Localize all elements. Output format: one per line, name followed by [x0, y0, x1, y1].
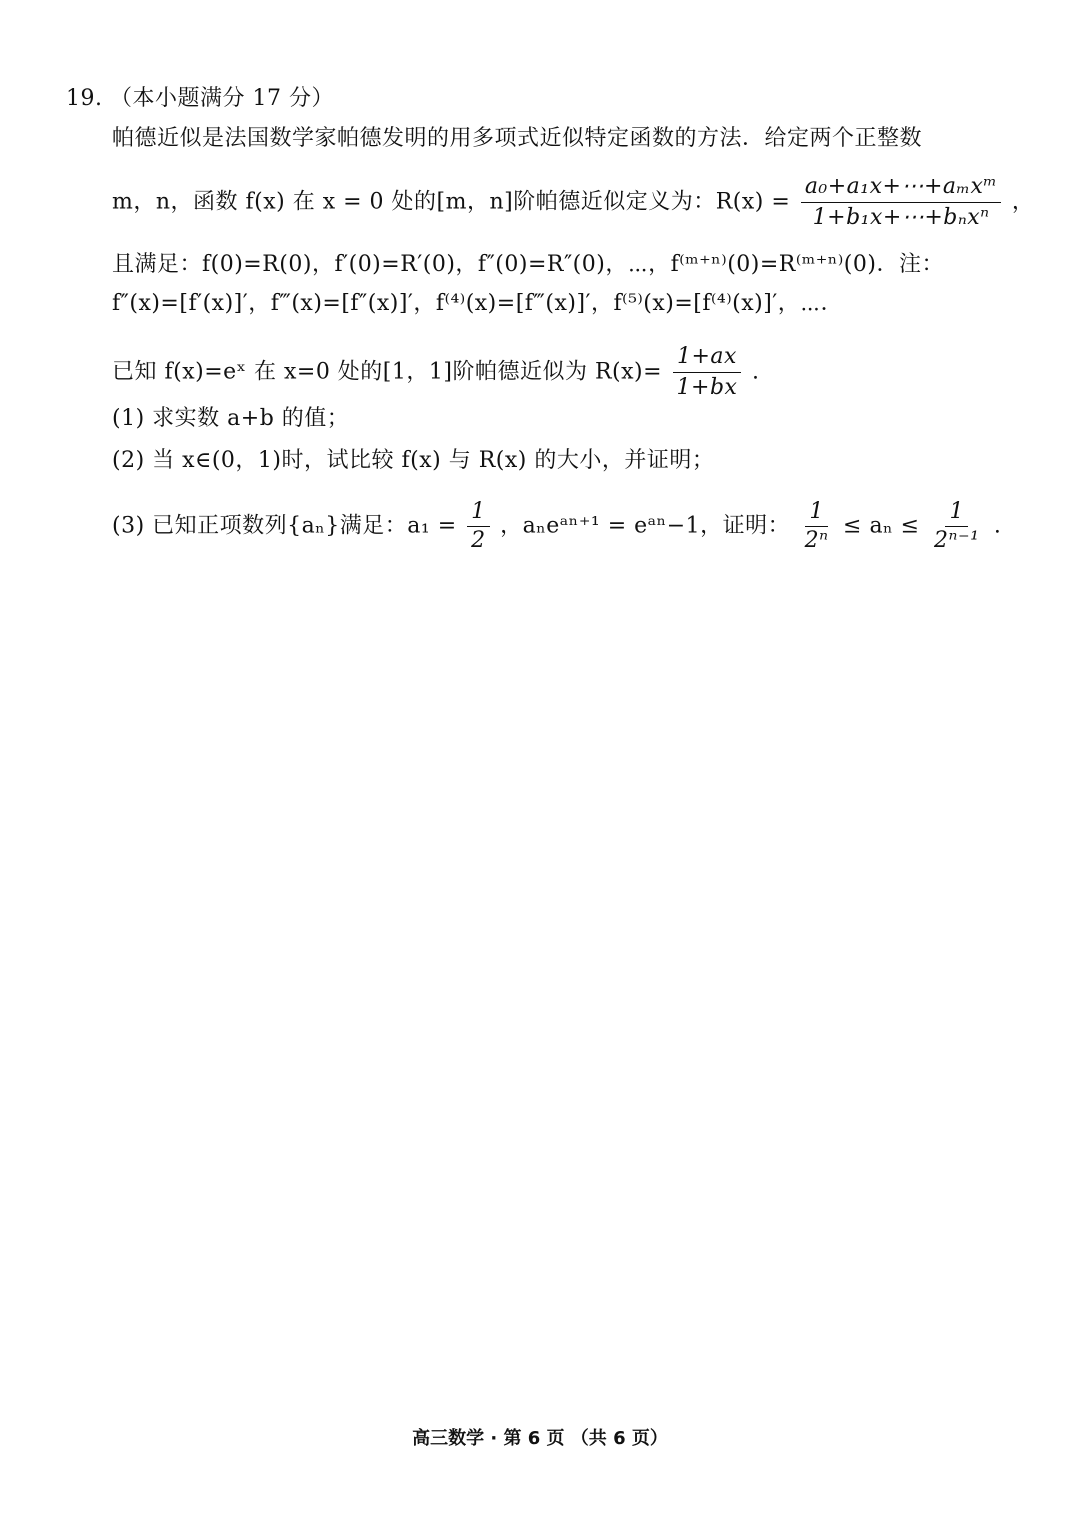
- upper-bound-fraction: [930, 500, 983, 553]
- question-header: 19. （本小题满分 17 分）: [66, 86, 334, 111]
- page-footer: 高三数学 · 第 6 页 （共 6 页）: [412, 1428, 668, 1449]
- part-3-mid: ，aₙeᵃⁿ⁺¹ = eᵃⁿ−1，证明：: [500, 513, 791, 539]
- pade-numerator: a₀+a₁x+⋯+aₘxᵐ: [801, 174, 1002, 203]
- part-3-inequality: ≤ aₙ ≤: [843, 513, 920, 539]
- definition-lead: m，n，函数 f(x) 在 x = 0 处的[m，n]阶帕德近似定义为：R(x) =: [112, 189, 791, 215]
- part-3-lead: (3) 已知正项数列{aₙ}满足：a₁ =: [112, 513, 457, 539]
- a1-denominator: 2: [471, 528, 486, 553]
- part-3-tail: .: [993, 513, 1002, 539]
- part-2: (2) 当 x∈(0，1)时，试比较 f(x) 与 R(x) 的大小，并证明；: [112, 448, 715, 473]
- definition-tail: ，: [1011, 189, 1035, 215]
- note-line: f″(x)=[f′(x)]′，f‴(x)=[f″(x)]′，f⁽⁴⁾(x)=[f‴(x)]′，f⁽⁵⁾(x)=[f⁽⁴⁾(x)]′，⋯．: [112, 291, 844, 316]
- lower-bound-numerator: 1: [805, 500, 828, 527]
- given-numerator: 1+ax: [673, 344, 741, 373]
- given-fraction: [673, 344, 742, 401]
- a1-fraction: [467, 500, 490, 553]
- intro-line: 帕德近似是法国数学家帕德发明的用多项式近似特定函数的方法．给定两个正整数: [112, 126, 923, 151]
- part-1: (1) 求实数 a+b 的值；: [112, 406, 350, 431]
- given-denominator: 1+bx: [676, 375, 738, 400]
- given-lead: 已知 f(x)=eˣ 在 x=0 处的[1，1]阶帕德近似为 R(x)=: [112, 359, 663, 385]
- part-3: [112, 500, 1001, 553]
- lower-bound-fraction: [801, 500, 833, 553]
- pade-denominator: 1+b₁x+⋯+bₙxⁿ: [812, 205, 990, 230]
- pade-fraction: [801, 174, 1002, 231]
- a1-numerator: 1: [467, 500, 490, 527]
- given-tail: .: [751, 359, 760, 385]
- conditions-line: 且满足：f(0)=R(0)，f′(0)=R′(0)，f″(0)=R″(0)，⋯，f⁽ᵐ⁺ⁿ⁾(0)=R⁽ᵐ⁺ⁿ⁾(0)．注：: [112, 252, 944, 277]
- lower-bound-denominator: 2ⁿ: [804, 528, 829, 553]
- upper-bound-denominator: 2ⁿ⁻¹: [934, 528, 980, 553]
- given-line: [112, 344, 759, 401]
- upper-bound-numerator: 1: [945, 500, 968, 527]
- definition-line: [112, 174, 1034, 231]
